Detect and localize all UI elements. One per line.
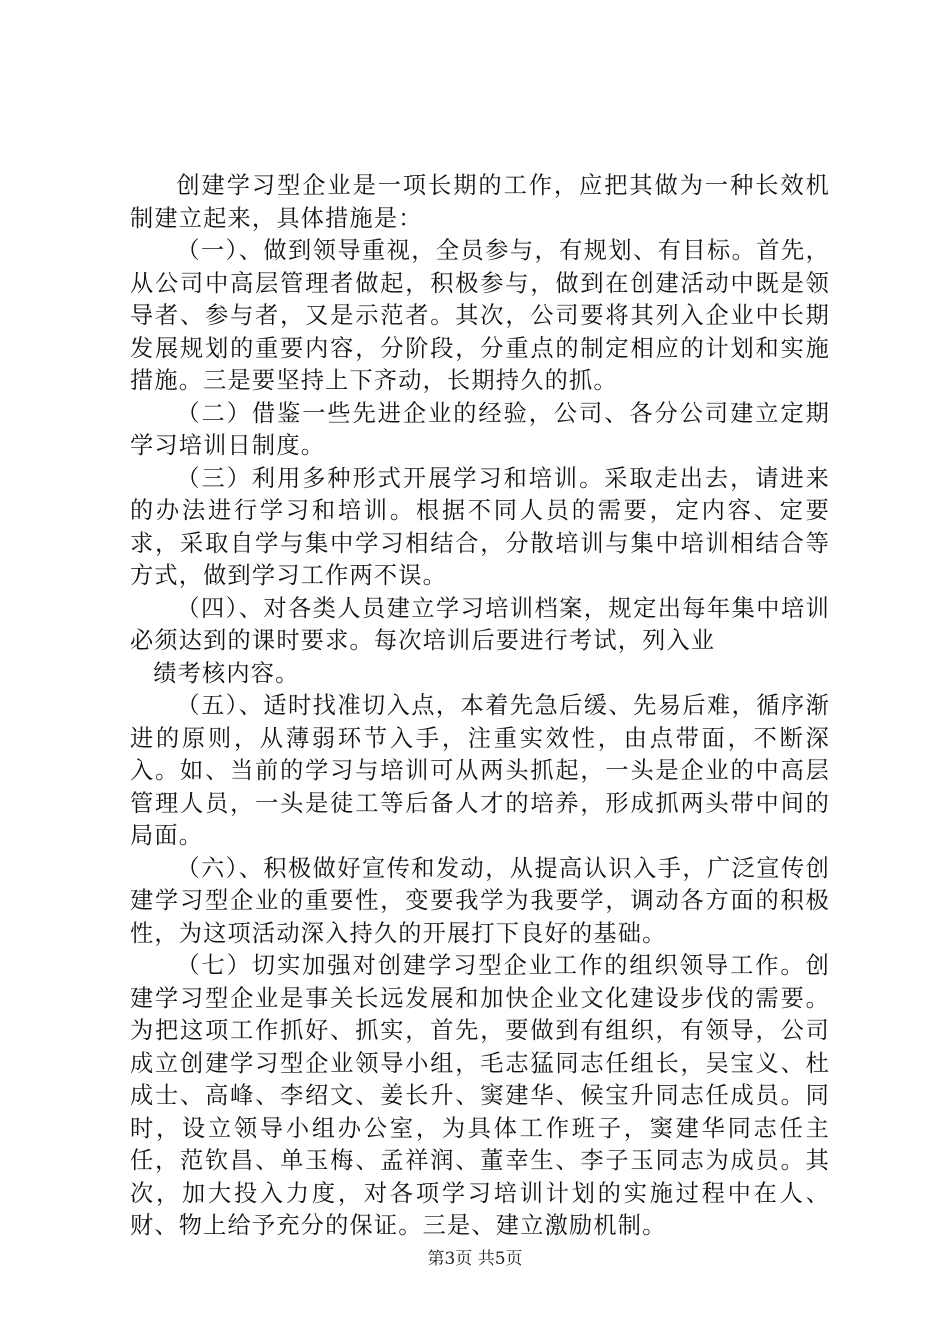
paragraph-intro: 创建学习型企业是一项长期的工作，应把其做为一种长效机制建立起来，具体措施是： (130, 172, 830, 232)
paragraph-item-3: （三）利用多种形式开展学习和培训。采取走出去，请进来的办法进行学习和培训。根据不同人员的需要，定内容、定要求，采取自学与集中学习相结合，分散培训与集中培训相结合等方式，做到学习工作两不误。 (130, 464, 830, 589)
page-footer (0, 1244, 950, 1269)
document-body (130, 170, 830, 1243)
paragraph-item-7: （七）切实加强对创建学习型企业工作的组织领导工作。创建学习型企业是事关长远发展和加快企业文化建设步伐的需要。为把这项工作抓好、抓实，首先，要做到有组织，有领导，公司成立创建学习型企业领导小组，毛志猛同志任组长，吴宝义、杜成士、高峰、李绍文、姜长升、窦建华、候宝升同志任成员。同时，设立领导小组办公室，为具体工作班子，窦建华同志任主任，范钦昌、单玉梅、孟祥润、董幸生、李子玉同志为成员。其次，加大投入力度，对各项学习培训计划的实施过程中在人、财、物上给予充分的保证。三是、建立激励机制。 (130, 952, 830, 1239)
paragraph-item-4: （四）、对各类人员建立学习培训档案，规定出每年集中培训必须达到的课时要求。每次培训后要进行考试，列入业 (130, 594, 830, 654)
paragraph-item-1: （一）、做到领导重视，全员参与，有规划、有目标。首先，从公司中高层管理者做起，积极参与，做到在创建活动中既是领导者、参与者，又是示范者。其次，公司要将其列入企业中长期发展规划的重要内容，分阶段，分重点的制定相应的计划和实施措施。三是要坚持上下齐动，长期持久的抓。 (130, 237, 830, 394)
paragraph-item-6: （六）、积极做好宣传和发动，从提高认识入手，广泛宣传创建学习型企业的重要性，变要我学为我要学，调动各方面的积极性，为这项活动深入持久的开展打下良好的基础。 (130, 854, 830, 947)
page-number: 第3页 共5页 (427, 1249, 523, 1269)
paragraph-item-2: （二）借鉴一些先进企业的经验，公司、各分公司建立定期学习培训日制度。 (130, 399, 830, 459)
paragraph-item-5: （五）、适时找准切入点，本着先急后缓、先易后难，循序渐进的原则，从薄弱环节入手，注重实效性，由点带面，不断深入。如、当前的学习与培训可从两头抓起，一头是企业的中高层管理人员，一头是徒工等后备人才的培养，形成抓两头带中间的局面。 (130, 692, 830, 849)
paragraph-item-4-continued: 绩考核内容。 (153, 659, 300, 687)
